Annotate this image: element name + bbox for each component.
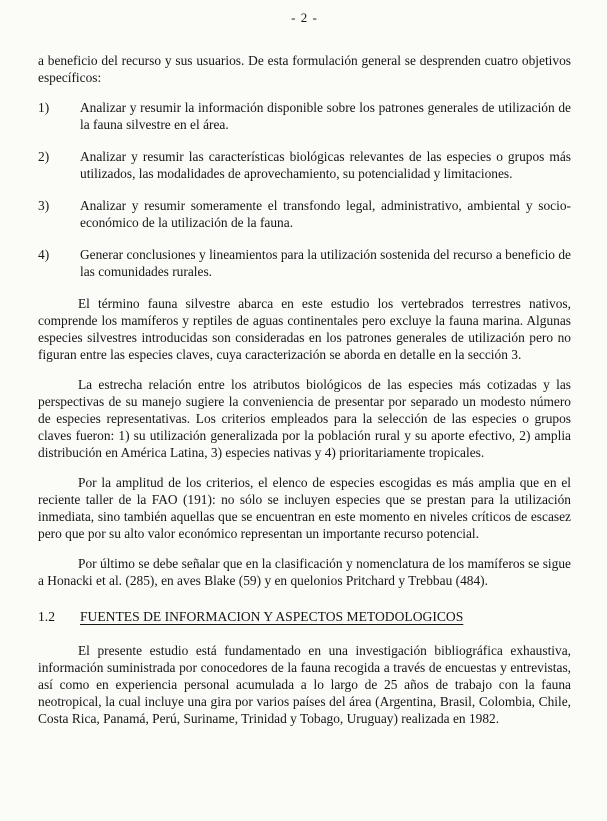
paragraph-fauna-definition: El término fauna silvestre abarca en este estudio los vertebrados terrestres nativos, comprende los mamíferos y reptiles de aguas continentales pero excluye la fauna marina. Algunas especies silvestres introducidas son consideradas en los patrones generales de utilización pero no figuran entre las especies claves, cuya caracterización se aborda en detalle en la sección 3. bbox=[38, 296, 571, 363]
objective-number: 1) bbox=[38, 100, 50, 116]
objective-item bbox=[38, 197, 571, 231]
objectives-list bbox=[38, 99, 571, 280]
paragraph-nomenclature: Por último se debe señalar que en la clasificación y nomenclatura de los mamíferos se sigue a Honacki et al. (285), en aves Blake (59) y en quelonios Pritchard y Trebbau (484). bbox=[38, 556, 571, 589]
objective-text: Analizar y resumir someramente el transfondo legal, administrativo, ambiental y socio-económico de la utilización de la fauna. bbox=[80, 198, 571, 231]
objective-item bbox=[38, 246, 571, 280]
paragraph-methodology: El presente estudio está fundamentado en una investigación bibliográfica exhaustiva, información suministrada por conocedores de la fauna recogida a través de encuestas y entrevistas, así como en experiencia personal acumulada a lo largo de 25 años de trabajo con la fauna neotropical, la cual incluye una gira por varios países del área (Argentina, Brasil, Colombia, Chile, Costa Rica, Panamá, Perú, Suriname, Trinidad y Tobago, Uruguay) realizada en 1982. bbox=[38, 643, 571, 727]
paragraph-selection-criteria: La estrecha relación entre los atributos biológicos de las especies más cotizadas y las perspectivas de su manejo sugiere la conveniencia de presentar por separado un modesto número de especies representativas. Los criterios empleados para la selección de las especies o grupos claves fueron: 1) su utilización generalizada por la población rural y su aporte efectivo, 2) amplia distribución en América Latina, 3) especies nativas y 4) prioritariamente tropicales. bbox=[38, 377, 571, 461]
objective-item bbox=[38, 148, 571, 182]
objective-text: Analizar y resumir las características biológicas relevantes de las especies o grupos más utilizados, las modalidades de aprovechamiento, su potencialidad y limitaciones. bbox=[80, 149, 571, 182]
objective-number: 4) bbox=[38, 247, 50, 263]
body-paragraphs bbox=[38, 295, 571, 589]
paragraph-intro: a beneficio del recurso y sus usuarios. De esta formulación general se desprenden cuatro objetivos específicos: bbox=[38, 53, 571, 86]
section-title: FUENTES DE INFORMACION Y ASPECTOS METODOLOGICOS bbox=[80, 609, 464, 625]
objective-item bbox=[38, 99, 571, 133]
paragraph-species-scope: Por la amplitud de los criterios, el elenco de especies escogidas es más amplia que en el reciente taller de la FAO (191): no sólo se incluyen especies que se prestan para la utilización inmediata, sino también aquellas que se encuentran en este momento en niveles críticos de escasez pero que por su alto valor económico representan un importante recurso potencial. bbox=[38, 475, 571, 542]
section-number: 1.2 bbox=[38, 609, 55, 625]
objective-text: Generar conclusiones y lineamientos para la utilización sostenida del recurso a beneficio de las comunidades rurales. bbox=[80, 247, 571, 280]
objective-number: 3) bbox=[38, 198, 50, 214]
objective-text: Analizar y resumir la información disponible sobre los patrones generales de utilización de la fauna silvestre en el área. bbox=[80, 100, 571, 133]
page-number: - 2 - bbox=[291, 10, 318, 25]
objective-number: 2) bbox=[38, 149, 50, 165]
section-heading bbox=[38, 609, 571, 625]
